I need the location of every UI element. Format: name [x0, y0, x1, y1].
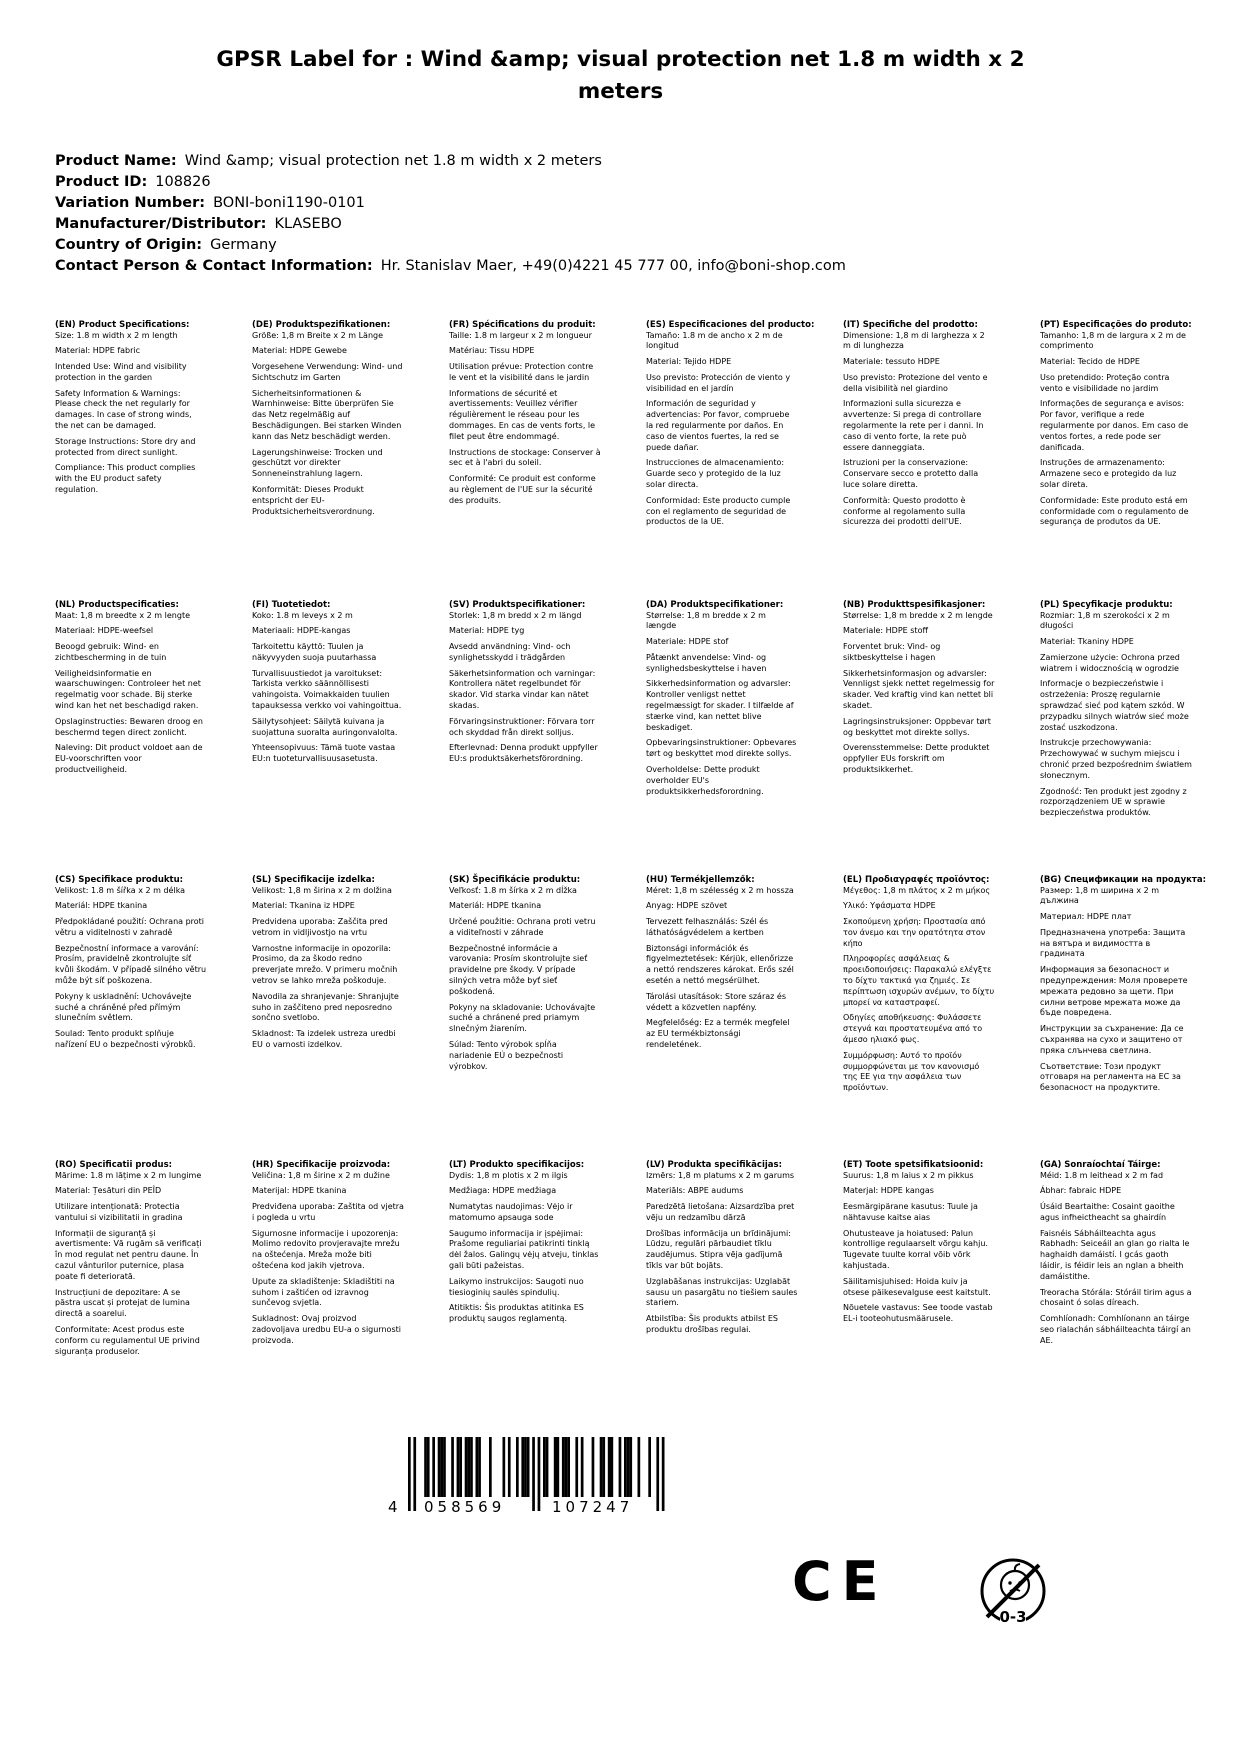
language-spec-block: [843, 320, 995, 600]
spec-paragraph: Pokyny k uskladnění: Uchovávejte suché a chráněné před přímým slunečním světlem.: [55, 991, 192, 1023]
field-value: 108826: [155, 173, 211, 190]
spec-paragraph: Istruzioni per la conservazione: Conservare secco e protetto dalla luce solare diretta.: [843, 458, 979, 490]
spec-paragraph: Størrelse: 1,8 m bredde x 2 m længde: [646, 610, 766, 631]
spec-paragraph: Taille: 1.8 m largeur x 2 m longueur: [449, 330, 592, 340]
spec-heading: (LV) Produkta specifikācijas:: [646, 1159, 782, 1170]
spec-paragraph: Opbevaringsinstruktioner: Opbevares tørt og beskyttet mod direkte sollys.: [646, 738, 797, 759]
spec-heading: (BG) Спецификации на продукта:: [1040, 874, 1206, 885]
spec-paragraph: Intended Use: Wind and visibility protection in the garden: [55, 362, 187, 382]
spec-paragraph: Size: 1.8 m width x 2 m length: [55, 330, 178, 340]
language-spec-block: [449, 320, 601, 600]
language-spec-block: [55, 1160, 207, 1412]
spec-paragraph: Opslaginstructies: Bewaren droog en beschermd tegen direct zonlicht.: [55, 716, 203, 737]
spec-heading: (SK) Špecifikácie produktu:: [449, 874, 581, 885]
spec-paragraph: Biztonsági információk és figyelmeztetések: Kérjük, ellenőrizze a nettó rendszeres károkat. Erős szél esetén a nettó megsérülhet.: [646, 943, 794, 986]
spec-paragraph: Informații de siguranță și avertismente: Vă rugăm să verificați în mod regulat net pentru daune. În cazul vânturilor puternice, plasa poate fi deteriorată.: [55, 1228, 202, 1281]
spec-heading: (DA) Produktspecifikationer:: [646, 599, 784, 610]
spec-paragraph: Sikkerhedsinformation og advarsler: Kontroller venligst nettet regelmæssigt for skader. I tilfælde af stærke vind, kan nettet blive beskadiget.: [646, 679, 794, 732]
spec-paragraph: Materijal: HDPE tkanina: [252, 1186, 347, 1196]
spec-paragraph: Materiał: Tkaniny HDPE: [1040, 637, 1134, 647]
spec-paragraph: Bezpečnostné informácie a varovania: Prosím skontrolujte sieť pravidelne pre škody. V prípade silných vetra môže byť sieť poškodená.: [449, 943, 588, 996]
spec-paragraph: Material: HDPE fabric: [55, 346, 141, 356]
field-value: Hr. Stanislav Maer, +49(0)4221 45 777 00, info@boni-shop.com: [380, 257, 846, 274]
spec-paragraph: Utilizare intenționată: Protectia vantului si vizibilitatii in gradina: [55, 1202, 183, 1222]
spec-paragraph: Größe: 1,8 m Breite x 2 m Länge: [252, 330, 384, 340]
spec-paragraph: Konformität: Dieses Produkt entspricht der EU-Produktsicherheitsverordnung.: [252, 485, 375, 516]
language-spec-block: [1040, 320, 1192, 600]
field-label: Variation Number:: [55, 194, 206, 211]
spec-paragraph: Avsedd användning: Vind- och synlighetsskydd i trädgården: [449, 642, 571, 662]
spec-paragraph: Overensstemmelse: Dette produktet oppfyller EUs forskrift om produktsikkerhet.: [843, 743, 990, 775]
spec-heading: (FR) Spécifications du produit:: [449, 319, 596, 330]
spec-heading: (LT) Produkto specifikacijos:: [449, 1159, 585, 1170]
spec-paragraph: Treoracha Stórála: Stóráil tirim agus a chosaint ó solas díreach.: [1040, 1287, 1192, 1308]
spec-paragraph: Mărime: 1.8 m lățime x 2 m lungime: [55, 1170, 202, 1180]
spec-paragraph: Forventet bruk: Vind- og siktbeskyttelse i hagen: [843, 642, 941, 662]
spec-paragraph: Paredzētā lietošana: Aizsardzība pret vēju un redzamību dārzā: [646, 1202, 795, 1222]
spec-paragraph: Medžiaga: HDPE medžiaga: [449, 1186, 557, 1196]
spec-heading: (PT) Especificações do produto:: [1040, 319, 1192, 330]
field-label: Contact Person & Contact Information:: [55, 257, 373, 274]
spec-paragraph: Tarkoitettu käyttö: Tuulen ja näkyvyyden suoja puutarhassa: [252, 642, 377, 662]
spec-paragraph: Predviđena uporaba: Zaštita od vjetra i pogleda u vrtu: [252, 1202, 404, 1222]
spec-paragraph: Méret: 1,8 m szélesség x 2 m hossza: [646, 885, 794, 895]
field-label: Manufacturer/Distributor:: [55, 215, 267, 232]
spec-paragraph: Určené použitie: Ochrana proti vetru a viditeľnosti v záhrade: [449, 917, 596, 937]
spec-paragraph: Материал: HDPE плат: [1040, 912, 1132, 922]
spec-heading: (EL) Προδιαγραφές προϊόντος:: [843, 874, 990, 885]
language-spec-block: [646, 319, 815, 600]
product-info-row: [55, 193, 1241, 214]
spec-paragraph: Faisnéis Sábháilteachta agus Rabhadh: Seiceáil an glan go rialta le haghaidh damáistí. I gcás gaoth láidir, is féidir leis an nglan a bheith damáistithe.: [1040, 1228, 1190, 1281]
language-spec-block: [843, 600, 995, 875]
spec-paragraph: Sikkerhetsinformasjon og advarsler: Vennligst sjekk nettet regelmessig for skader. Ved kraftig vind kan nettet bli skadet.: [843, 668, 995, 711]
spec-heading: (ET) Toote spetsifikatsioonid:: [843, 1159, 984, 1170]
spec-heading: (HU) Termékjellemzők:: [646, 874, 755, 885]
spec-paragraph: Dimensione: 1,8 m di larghezza x 2 m di lunghezza: [843, 330, 985, 351]
spec-paragraph: Sigurnosne informacije i upozorenja: Molimo redovito provjeravajte mrežu na oštećenja. Mreža može biti oštećena kod jakih vjetrova.: [252, 1228, 400, 1271]
spec-paragraph: Materiál: HDPE tkanina: [55, 901, 148, 911]
spec-paragraph: Atitiktis: Šis produktas atitinka ES produktų saugos reglamentą.: [449, 1303, 584, 1324]
ean13-barcode: [388, 1437, 672, 1533]
field-label: Product Name:: [55, 152, 177, 169]
barcode-right-digits: 107247: [552, 1497, 634, 1516]
spec-paragraph: Informações de segurança e avisos: Por favor, verifique a rede regularmente por danos. Em caso de ventos fortes, a rede pode ser danificada.: [1040, 399, 1189, 452]
spec-heading: (SL) Specifikacije izdelka:: [252, 874, 375, 885]
spec-paragraph: Soulad: Tento produkt splňuje nařízení EU o bezpečnosti výrobků.: [55, 1029, 196, 1050]
spec-paragraph: Informations de sécurité et avertissements: Veuillez vérifier régulièrement le réseau pour les dommages. En cas de vents forts, le filet peut être endommagé.: [449, 388, 596, 441]
spec-paragraph: Material: Tejido HDPE: [646, 357, 732, 367]
spec-paragraph: Materiaali: HDPE-kangas: [252, 626, 351, 636]
spec-paragraph: Instrucciones de almacenamiento: Guarde seco y protegido de la luz solar directa.: [646, 458, 785, 490]
baby-eye-left: [1008, 1581, 1011, 1584]
spec-paragraph: Rozmiar: 1,8 m szerokości x 2 m długości: [1040, 610, 1170, 631]
spec-paragraph: Μέγεθος: 1,8 m πλάτος x 2 m μήκος: [843, 885, 991, 895]
spec-paragraph: Съответствие: Този продукт отговаря на регламента на ЕС за безопасност на продуктите.: [1040, 1061, 1181, 1093]
spec-paragraph: Nõuetele vastavus: See toode vastab EL-i tooteohutusmäärusele.: [843, 1303, 993, 1324]
language-spec-block: [55, 320, 207, 600]
language-spec-block: [646, 600, 798, 875]
barcode-first-digit: 4: [388, 1497, 398, 1516]
spec-paragraph: Säilitamisjuhised: Hoida kuiv ja otsese päikesevalguse eest kaitstult.: [843, 1276, 991, 1297]
spec-paragraph: Säilytysohjeet: Säilytä kuivana ja suojattuna suoralta auringonvalolta.: [252, 716, 398, 737]
ce-mark: CE: [792, 1549, 889, 1613]
spec-paragraph: Veľkosť: 1.8 m šírka x 2 m dĺžka: [449, 885, 577, 895]
spec-paragraph: Instrucțiuni de depozitare: A se păstra uscat și protejat de lumina directă a soarelui.: [55, 1287, 190, 1319]
spec-paragraph: Uzglabāšanas instrukcijas: Uzglabāt sausu un pasargātu no tiešiem saules stariem.: [646, 1276, 798, 1308]
language-spec-block: [449, 875, 601, 1160]
spec-heading: (NB) Produkttspesifikasjoner:: [843, 599, 986, 610]
age-warning-label: 0-3: [998, 1607, 1027, 1626]
spec-paragraph: Atbilstība: Šis produkts atbilst ES produktu drošības regulai.: [646, 1314, 779, 1335]
language-spec-block: [252, 875, 404, 1160]
spec-paragraph: Förvaringsinstruktioner: Förvara torr och skyddad från direkt solljus.: [449, 716, 595, 737]
spec-paragraph: Material: HDPE tyg: [449, 626, 525, 636]
spec-paragraph: Συμμόρφωση: Αυτό το προϊόν συμμορφώνεται με τον κανονισμό της ΕΕ για την ασφάλεια των προϊόντων.: [843, 1050, 980, 1093]
spec-paragraph: Zamierzone użycie: Ochrona przed wiatrem i widocznością w ogrodzie: [1040, 652, 1180, 673]
age-warning-0-3-icon: [975, 1555, 1051, 1633]
spec-paragraph: Ohutusteave ja hoiatused: Palun kontrollige regulaarselt võrgu kahju. Tugevate tuulte korral võib võrk kahjustada.: [843, 1228, 988, 1271]
spec-paragraph: Vorgesehene Verwendung: Wind- und Sichtschutz im Garten: [252, 362, 403, 382]
spec-paragraph: Instructions de stockage: Conserver à sec et à l'abri du soleil.: [449, 447, 601, 468]
spec-paragraph: Lagringsinstruksjoner: Oppbevar tørt og beskyttet mot direkte sollys.: [843, 716, 991, 737]
language-spec-block: [1040, 874, 1206, 1160]
spec-paragraph: Uso previsto: Protezione del vento e della visibilità nel giardino: [843, 372, 988, 393]
product-info-row: [55, 172, 1241, 193]
barcode-left-digits: 058569: [424, 1497, 506, 1516]
spec-paragraph: Informazioni sulla sicurezza e avvertenze: Si prega di controllare regolarmente la rete per i danni. In caso di vento forte, la rete può essere danneggiata.: [843, 399, 984, 452]
spec-paragraph: Megfelelőség: Ez a termék megfelel az EU termékbiztonsági rendeletének.: [646, 1018, 790, 1050]
spec-paragraph: Safety Information & Warnings: Please check the net regularly for damages. In case of strong winds, the net can be damaged.: [55, 388, 192, 431]
spec-heading: (DE) Produktspezifikationen:: [252, 319, 391, 330]
spec-paragraph: Storage Instructions: Store dry and protected from direct sunlight.: [55, 436, 196, 457]
language-spec-block: [1040, 600, 1192, 875]
spec-paragraph: Размер: 1,8 m ширина x 2 m дължина: [1040, 885, 1160, 906]
spec-paragraph: Bezpečnostní informace a varování: Prosím, pravidelně zkontrolujte síť kvůli škodám. V případě silného větru může být síť poškozena.: [55, 943, 207, 986]
spec-paragraph: Информация за безопасност и предупреждения: Моля проверете мрежата редовно за щети. При силни ветрове мрежата може да бъде повредена.: [1040, 965, 1188, 1018]
spec-heading: (EN) Product Specifications:: [55, 319, 190, 330]
language-spec-block: [252, 600, 404, 875]
spec-paragraph: Información de seguridad y advertencias: Por favor, compruebe la red regularmente por daños. En caso de vientos fuertes, la red se puede dañar.: [646, 399, 790, 452]
spec-paragraph: Comhlíonadh: Comhlíonann an táirge seo rialachán sábháilteachta táirgí an AE.: [1040, 1314, 1191, 1345]
spec-paragraph: Skladnost: Ta izdelek ustreza uredbi EU o varnosti izdelkov.: [252, 1029, 396, 1050]
spec-grid: [55, 320, 1241, 1412]
product-info-row: [55, 214, 1241, 235]
spec-paragraph: Compliance: This product complies with the EU product safety regulation.: [55, 463, 196, 495]
spec-paragraph: Drošības informācija un brīdinājumi: Lūdzu, regulāri pārbaudiet tīklu zaudējumus. Stipra vēja gadījumā tīkls var būt bojāts.: [646, 1228, 791, 1271]
spec-paragraph: Turvallisuustiedot ja varoitukset: Tarkista verkko säännöllisesti vahingoista. Voimakkaiden tuulien tapauksessa verkko voi vahingoittua.: [252, 668, 402, 711]
spec-paragraph: Uso pretendido: Proteção contra vento e visibilidade no jardim: [1040, 372, 1170, 393]
spec-heading: (SV) Produktspecifikationer:: [449, 599, 586, 610]
language-spec-block: [252, 320, 404, 600]
spec-paragraph: Tervezett felhasználás: Szél és láthatóságvédelem a kertben: [646, 917, 769, 937]
field-value: Wind &amp; visual protection net 1.8 m width x 2 meters: [184, 152, 602, 169]
spec-paragraph: Dydis: 1,8 m plotis x 2 m ilgis: [449, 1170, 568, 1180]
spec-paragraph: Tárolási utasítások: Store száraz és védett a közvetlen napfény.: [646, 991, 786, 1012]
spec-paragraph: Uso previsto: Protección de viento y visibilidad en el jardín: [646, 372, 791, 393]
spec-paragraph: Conformidade: Este produto está em conformidade com o regulamento de segurança de produtos da UE.: [1040, 495, 1189, 527]
spec-paragraph: Matériau: Tissu HDPE: [449, 346, 535, 356]
spec-paragraph: Veličina: 1,8 m širine x 2 m dužine: [252, 1170, 390, 1180]
spec-paragraph: Material: Tkanina iz HDPE: [252, 901, 355, 911]
spec-paragraph: Material: HDPE Gewebe: [252, 346, 347, 356]
product-info-row: [55, 235, 1241, 256]
spec-paragraph: Maat: 1,8 m breedte x 2 m lengte: [55, 610, 190, 620]
language-spec-block: [449, 600, 601, 875]
spec-paragraph: Sicherheitsinformationen & Warnhinweise: Bitte überprüfen Sie das Netz regelmäßig auf Beschädigungen. Bei starken Winden kann das Netz beschädigt werden.: [252, 388, 402, 441]
language-spec-block: [843, 875, 995, 1160]
spec-paragraph: Veiligheidsinformatie en waarschuwingen: Controleer het net regelmatig voor schade. Bij sterke wind kan het net beschadigd raken.: [55, 668, 201, 711]
spec-paragraph: Eesmärgipärane kasutus: Tuule ja nähtavuse kaitse aias: [843, 1202, 978, 1222]
spec-paragraph: Materiāls: ABPE audums: [646, 1186, 744, 1196]
language-spec-block: [449, 1160, 601, 1412]
spec-paragraph: Yhteensopivuus: Tämä tuote vastaa EU:n tuoteturvallisuusasetusta.: [252, 743, 396, 764]
spec-paragraph: Naleving: Dit product voldoet aan de EU-voorschriften voor productveiligheid.: [55, 743, 203, 775]
spec-paragraph: Инструкции за съхранение: Да се съхранява на сухо и защитено от пряка слънчева светлина.: [1040, 1024, 1184, 1055]
spec-paragraph: Zgodność: Ten produkt jest zgodny z rozporządzeniem UE w sprawie bezpieczeństwa produktów.: [1040, 786, 1187, 818]
spec-heading: (FI) Tuotetiedot:: [252, 599, 331, 610]
spec-paragraph: Conformità: Questo prodotto è conforme al regolamento sulla sicurezza dei prodotti dell'UE.: [843, 495, 966, 527]
spec-paragraph: Velikost: 1.8 m šířka x 2 m délka: [55, 885, 186, 895]
spec-paragraph: Material: Tecido de HDPE: [1040, 357, 1140, 367]
barcode-area: [388, 1437, 1027, 1633]
spec-paragraph: Pokyny na skladovanie: Uchovávajte suché a chránené pred priamym slnečným žiarením.: [449, 1002, 596, 1034]
spec-paragraph: Lagerungshinweise: Trocken und geschützt vor direkter Sonneneinstrahlung lagern.: [252, 447, 383, 479]
spec-paragraph: Conformité: Ce produit est conforme au règlement de l'UE sur la sécurité des produits.: [449, 474, 596, 505]
language-spec-block: [55, 875, 207, 1160]
baby-face-icon: [1001, 1571, 1029, 1599]
spec-paragraph: Předpokládané použití: Ochrana proti větru a viditelnosti v zahradě: [55, 917, 205, 937]
spec-heading: (GA) Sonraíochtaí Táirge:: [1040, 1159, 1161, 1170]
spec-paragraph: Suurus: 1,8 m laius x 2 m pikkus: [843, 1170, 974, 1180]
spec-paragraph: Påtænkt anvendelse: Vind- og synlighedsbeskyttelse i haven: [646, 652, 767, 673]
spec-paragraph: Conformidad: Este producto cumple con el reglamento de seguridad de productos de la UE.: [646, 495, 791, 527]
spec-paragraph: Σκοπούμενη χρήση: Προστασία από τον άνεμο και την ορατότητα στον κήπο: [843, 917, 986, 948]
spec-paragraph: Säkerhetsinformation och varningar: Kontrollera nätet regelbundet för skador. Vid starka vindar kan nätet skadas.: [449, 668, 596, 711]
spec-paragraph: Beoogd gebruik: Wind- en zichtbescherming in de tuin: [55, 642, 167, 662]
spec-paragraph: Υλικό: Υφάσματα HDPE: [843, 901, 936, 911]
spec-paragraph: Koko: 1.8 m leveys x 2 m: [252, 610, 353, 620]
spec-paragraph: Velikost: 1,8 m širina x 2 m dolžina: [252, 885, 392, 895]
spec-paragraph: Laikymo instrukcijos: Saugoti nuo tiesioginių saulės spindulių.: [449, 1276, 584, 1297]
spec-paragraph: Materiaal: HDPE-weefsel: [55, 626, 154, 636]
language-spec-block: [646, 1160, 798, 1412]
spec-paragraph: Materiale: tessuto HDPE: [843, 357, 940, 367]
spec-heading: (CS) Specifikace produktu:: [55, 874, 184, 885]
spec-paragraph: Saugumo informacija ir įspėjimai: Prašome reguliariai patikrinti tinklą dėl žalos. Galingų vėjų atveju, tinklas gali būti pažeistas.: [449, 1228, 599, 1271]
spec-heading: (HR) Specifikacije proizvoda:: [252, 1159, 391, 1170]
spec-paragraph: Tamaño: 1.8 m de ancho x 2 m de longitud: [646, 330, 783, 351]
language-spec-block: [252, 1160, 404, 1412]
language-spec-block: [55, 600, 207, 875]
spec-paragraph: Instrukcje przechowywania: Przechowywać w suchym miejscu i chronić przed bezpośrednim światłem słonecznym.: [1040, 738, 1192, 780]
spec-paragraph: Ábhar: fabraic HDPE: [1040, 1186, 1122, 1196]
spec-heading: (NL) Productspecificaties:: [55, 599, 179, 610]
spec-paragraph: Predvidena uporaba: Zaščita pred vetrom in vidljivostjo na vrtu: [252, 917, 388, 937]
spec-paragraph: Materiál: HDPE tkanina: [449, 901, 542, 911]
spec-paragraph: Izmērs: 1,8 m platums x 2 m garums: [646, 1170, 795, 1180]
product-info-row: [55, 151, 1241, 172]
spec-paragraph: Conformitate: Acest produs este conform cu regulamentul UE privind siguranța produselor.: [55, 1325, 200, 1356]
spec-paragraph: Sukladnost: Ovaj proizvod zadovoljava uredbu EU-a o sigurnosti proizvoda.: [252, 1314, 401, 1345]
spec-paragraph: Súlad: Tento výrobok spĺňa nariadenie EÚ o bezpečnosti výrobkov.: [449, 1040, 564, 1071]
spec-paragraph: Størrelse: 1,8 m bredde x 2 m lengde: [843, 610, 993, 620]
page-title: GPSR Label for : Wind &amp; visual protection net 1.8 m width x 2 meters: [216, 47, 1025, 105]
spec-paragraph: Varnostne informacije in opozorila: Prosimo, da za škodo redno preverjate mrežo. V primeru močnih vetrov se lahko mreža poškoduje.: [252, 943, 398, 986]
spec-heading: (IT) Specifiche del prodotto:: [843, 319, 978, 330]
spec-heading: (PL) Specyfikacje produktu:: [1040, 599, 1173, 610]
spec-paragraph: Anyag: HDPE szövet: [646, 901, 728, 911]
baby-hair-curl: [1014, 1564, 1019, 1571]
spec-paragraph: Utilisation prévue: Protection contre le vent et la visibilité dans le jardin: [449, 362, 594, 382]
spec-paragraph: Numatytas naudojimas: Vėjo ir matomumo apsauga sode: [449, 1202, 573, 1222]
field-label: Country of Origin:: [55, 236, 203, 253]
spec-paragraph: Πληροφορίες ασφάλειας & προειδοποιήσεις: Παρακαλώ ελέγξτε το δίχτυ τακτικά για ζημιές. Σε περίπτωση ισχυρών ανέμων, το δίχτυ μπορεί να καταστραφεί.: [843, 954, 995, 1007]
spec-heading: (ES) Especificaciones del producto:: [646, 319, 815, 330]
spec-paragraph: Navodila za shranjevanje: Shranjujte suho in zaščiteno pred neposredno sončno svetlobo.: [252, 991, 399, 1023]
spec-paragraph: Informacje o bezpieczeństwie i ostrzeżenia: Proszę regularnie sprawdzać sieć pod kątem szkód. W przypadku silnych wiatrów sieć może zostać uszkodzona.: [1040, 679, 1189, 732]
product-info-row: [55, 256, 1241, 277]
spec-paragraph: Efterlevnad: Denna produkt uppfyller EU:s produktsäkerhetsförordning.: [449, 743, 598, 764]
spec-paragraph: Material: Țesături din PEÎD: [55, 1186, 162, 1196]
spec-paragraph: Instruções de armazenamento: Armazene seco e protegido da luz solar direta.: [1040, 458, 1177, 490]
product-info: [55, 151, 1241, 277]
spec-heading: (RO) Specificatii produs:: [55, 1159, 173, 1170]
field-value: Germany: [210, 236, 277, 253]
spec-paragraph: Materjal: HDPE kangas: [843, 1186, 934, 1196]
spec-paragraph: Méid: 1.8 m leithead x 2 m fad: [1040, 1170, 1164, 1180]
spec-paragraph: Tamanho: 1,8 m de largura x 2 m de comprimento: [1040, 330, 1186, 351]
language-spec-block: [646, 875, 798, 1160]
field-label: Product ID:: [55, 173, 148, 190]
language-spec-block: [843, 1160, 995, 1412]
conformity-marks: [792, 1549, 1051, 1633]
spec-paragraph: Overholdelse: Dette produkt overholder EU's produktsikkerhedsforordning.: [646, 765, 764, 796]
spec-paragraph: Storlek: 1,8 m bredd x 2 m längd: [449, 610, 582, 620]
spec-paragraph: Οδηγίες αποθήκευσης: Φυλάσσετε στεγνά και προστατευμένα από το άμεσο ηλιακό φως.: [843, 1013, 983, 1045]
spec-paragraph: Úsáid Beartaithe: Cosaint gaoithe agus infheictheacht sa ghairdín: [1040, 1202, 1175, 1222]
language-spec-block: [1040, 1160, 1192, 1412]
spec-paragraph: Materiale: HDPE stof: [646, 637, 729, 647]
spec-paragraph: Upute za skladištenje: Skladištiti na suhom i zaštićen od izravnog sunčevog svjetla.: [252, 1276, 395, 1308]
spec-paragraph: Предназначена употреба: Защита на вятъра и видимостта в градината: [1040, 927, 1186, 959]
field-value: BONI-boni1190-0101: [213, 194, 365, 211]
spec-paragraph: Materiale: HDPE stoff: [843, 626, 928, 636]
field-value: KLASEBO: [274, 215, 342, 232]
